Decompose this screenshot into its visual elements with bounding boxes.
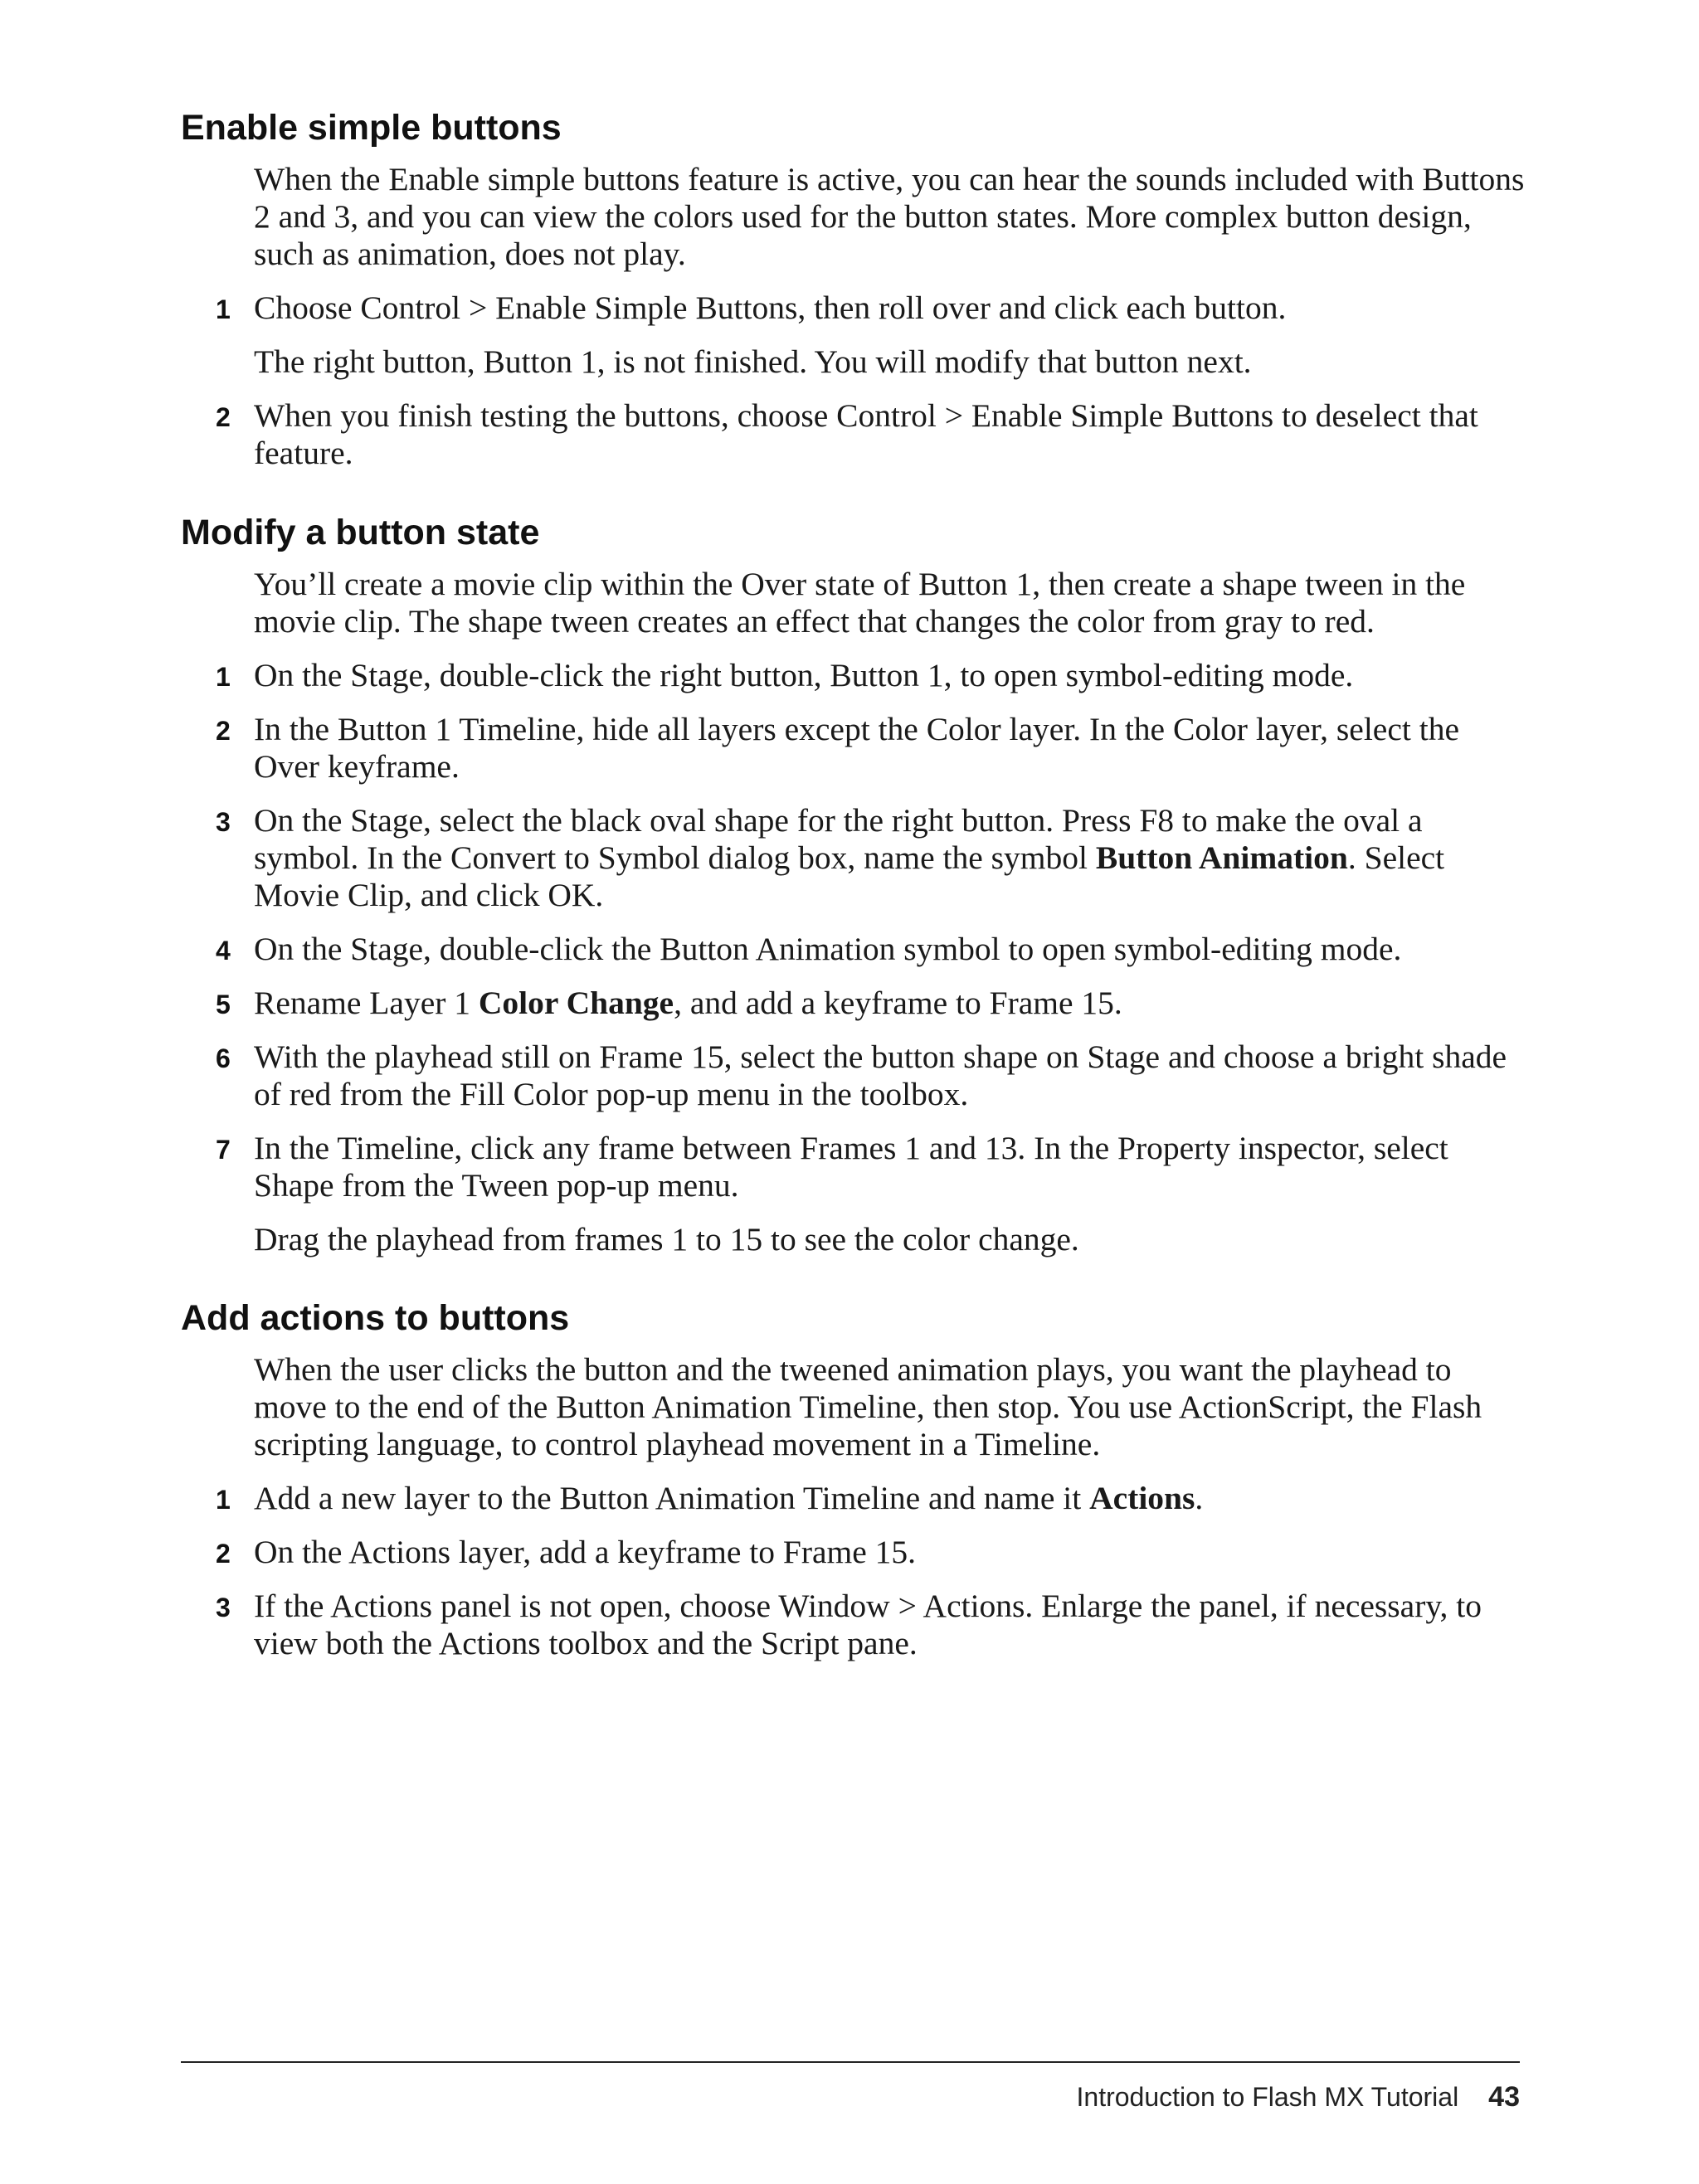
step-number: 1 (216, 662, 231, 692)
step-item (216, 802, 1525, 914)
step-number: 1 (216, 294, 231, 324)
section-add-actions-to-buttons (181, 1296, 1525, 1662)
page-number: 43 (1488, 2081, 1520, 2113)
step-item (216, 657, 1525, 694)
step-bold-term: Actions (1089, 1480, 1195, 1516)
step-item (216, 289, 1525, 381)
step-number: 7 (216, 1135, 231, 1165)
step-item (216, 397, 1525, 472)
step-bold-term: Color Change (478, 985, 674, 1021)
step-text-after: . (1195, 1480, 1204, 1516)
step-number: 3 (216, 807, 231, 837)
section-body (216, 566, 1525, 1258)
step-text: On the Stage, double-click the Button Animation symbol to open symbol-editing mode. (254, 931, 1402, 967)
section-heading: Modify a button state (181, 513, 540, 552)
step-text: In the Timeline, click any frame between Frames 1 and 13. In the Property inspector, select Shape from the Tween pop-up menu. (254, 1130, 1448, 1204)
step-text: If the Actions panel is not open, choose Window > Actions. Enlarge the panel, if necessary, to view both the Actions toolbox and the Script pane. (254, 1588, 1482, 1661)
step-note: The right button, Button 1, is not finished. You will modify that button next. (254, 343, 1252, 380)
step-item (216, 1480, 1525, 1517)
steps-list (216, 1480, 1525, 1662)
section-body (216, 161, 1525, 472)
intro-paragraph: When the user clicks the button and the tweened animation plays, you want the playhead to move to the end of the Button Animation Timeline, then stop. You use ActionScript, the Flash scripting language, to control playhead movement in a Timeline. (254, 1351, 1482, 1462)
step-text-before: Rename Layer 1 (254, 985, 479, 1021)
step-item (216, 931, 1525, 968)
step-text-before: Add a new layer to the Button Animation Timeline and name it (254, 1480, 1090, 1516)
step-text-after: . Select Movie Clip, and click OK. (254, 839, 1445, 913)
footer-title: Introduction to Flash MX Tutorial (1076, 2082, 1459, 2112)
step-item (216, 711, 1525, 786)
section-body (216, 1351, 1525, 1662)
step-item (216, 1038, 1525, 1113)
step-number: 4 (216, 936, 231, 966)
section-enable-simple-buttons (181, 106, 1525, 472)
step-item (216, 1588, 1525, 1662)
step-text: On the Actions layer, add a keyframe to Frame 15. (254, 1534, 917, 1570)
intro-paragraph: When the Enable simple buttons feature is active, you can hear the sounds included with Buttons 2 and 3, and you can view the colors used for the button states. More complex button design, such as animation, does not play. (254, 161, 1525, 272)
step-text: With the playhead still on Frame 15, select the button shape on Stage and choose a bright shade of red from the Fill Color pop-up menu in the toolbox. (254, 1038, 1507, 1112)
step-item (216, 1534, 1525, 1571)
step-text-after: , and add a keyframe to Frame 15. (674, 985, 1122, 1021)
steps-list (216, 289, 1525, 472)
step-text: On the Stage, double-click the right button, Button 1, to open symbol-editing mode. (254, 657, 1354, 693)
intro-paragraph: You’ll create a movie clip within the Over state of Button 1, then create a shape tween in the movie clip. The shape tween creates an effect that changes the color from gray to red. (254, 566, 1466, 640)
step-item (216, 985, 1525, 1022)
step-text: When you finish testing the buttons, choose Control > Enable Simple Buttons to deselect that feature. (254, 397, 1478, 471)
page-footer (1077, 2080, 1520, 2113)
step-number: 2 (216, 1539, 231, 1569)
step-note: Drag the playhead from frames 1 to 15 to see the color change. (254, 1221, 1079, 1257)
section-modify-button-state (181, 511, 1525, 1258)
step-bold-term: Button Animation (1095, 839, 1348, 876)
step-number: 2 (216, 402, 231, 432)
section-heading: Enable simple buttons (181, 108, 562, 148)
section-heading: Add actions to buttons (181, 1298, 570, 1338)
step-number: 6 (216, 1043, 231, 1073)
footer-divider (181, 2061, 1520, 2063)
step-number: 3 (216, 1593, 231, 1622)
step-number: 5 (216, 990, 231, 1019)
step-text: Choose Control > Enable Simple Buttons, then roll over and click each button. (254, 289, 1287, 326)
step-text: In the Button 1 Timeline, hide all layers except the Color layer. In the Color layer, select the Over keyframe. (254, 711, 1459, 785)
step-number: 2 (216, 716, 231, 746)
steps-list (216, 657, 1525, 1258)
step-item (216, 1130, 1525, 1258)
step-text-before: On the Stage, select the black oval shape for the right button. Press F8 to make the oval a symbol. In the Convert to Symbol dialog box, name the symbol (254, 802, 1423, 876)
step-number: 1 (216, 1485, 231, 1515)
